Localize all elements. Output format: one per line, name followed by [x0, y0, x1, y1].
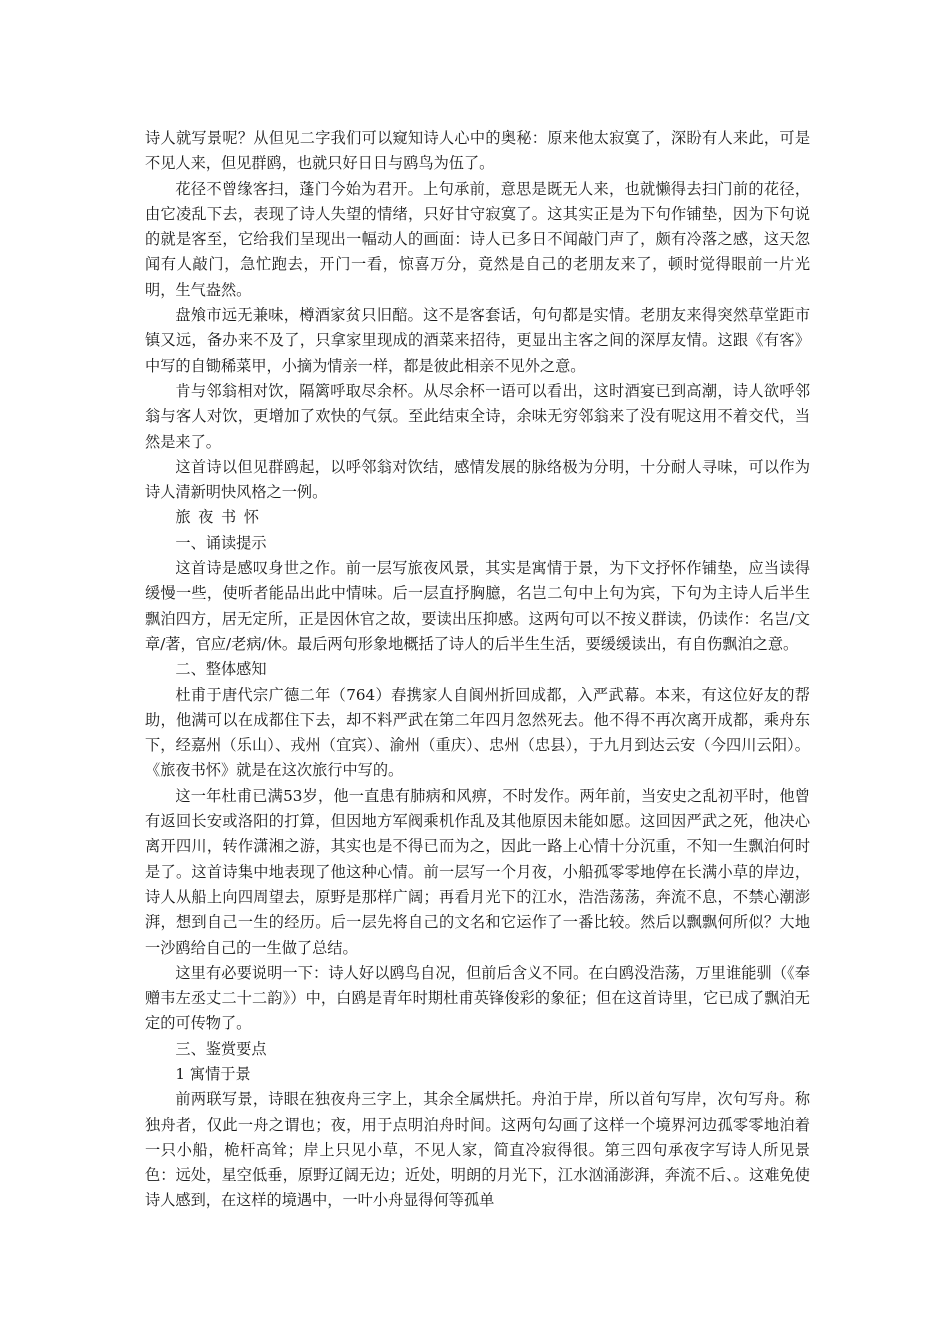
paragraph: 盘飧市远无兼味，樽酒家贫只旧醅。这不是客套话，句句都是实情。老朋友来得突然草堂距市镇又远，备办来不及了，只拿家里现成的酒菜来招待，更显出主客之间的深厚友情。这跟《有客》中写的自锄稀菜甲，小摘为情亲一样，都是彼此相亲不见外之意。 [145, 306, 810, 375]
poem-title: 旅夜书怀 [175, 508, 267, 527]
paragraph: 这首诗以但见群鸥起，以呼邻翁对饮结，感情发展的脉络极为分明，十分耐人寻味，可以作为诗人清新明快风格之一例。 [145, 457, 810, 502]
paragraph: 这首诗是感叹身世之作。前一层写旅夜风景，其实是寓情于景，为下文抒怀作铺垫，应当读得缓慢一些，使听者能品出此中情味。后一层直抒胸臆，名岂二句中上句为宾，下句为主诗人后半生飘泊四方，居无定所，正是因休官之故，要读出压抑感。这两句可以不按义群读，仍读作：名岂/文章/著，官应/老病/休。最后两句形象地概括了诗人的后半生生活，要缓缓读出，有自伤飘泊之意。 [145, 559, 810, 653]
paragraph: 这里有必要说明一下：诗人好以鸥鸟自况，但前后含义不同。在白鸥没浩荡，万里谁能驯（《奉赠韦左丞丈二十二韵》）中，白鸥是青年时期杜甫英锋俊彩的象征；但在这首诗里，它已成了飘泊无定的可传物了。 [145, 963, 810, 1033]
paragraph: 前两联写景，诗眼在独夜舟三字上，其余全属烘托。舟泊于岸，所以首句写岸，次句写舟。称独舟者，仅此一舟之谓也；夜，用于点明泊舟时间。这两句勾画了这样一个境界河边孤零零地泊着一只小船，桅杆高耸；岸上只见小草，不见人家，简直冷寂得很。第三四句承夜字写诗人所见景色：远处，星空低垂，原野辽阔无边；近处，明朗的月光下，江水汹涌澎湃，奔流不后、。这难免使诗人感到，在这样的境遇中，一叶小舟显得何等孤单 [145, 1090, 810, 1210]
section-heading: 一、诵读提示 [175, 533, 267, 552]
paragraph: 杜甫于唐代宗广德二年（764）春携家人自阆州折回成都，入严武幕。本来，有这位好友的帮助，他满可以在成都住下去，却不料严武在第二年四月忽然死去。他不得不再次离开成都，乘舟东下，经嘉州（乐山）、戎州（宜宾）、渝州（重庆）、忠州（忠县），于九月到达云安（今四川云阳）。《旅夜书怀》就是在这次旅行中写的。 [145, 685, 810, 780]
paragraph: 肯与邻翁相对饮，隔篱呼取尽余杯。从尽余杯一语可以看出，这时酒宴已到高潮，诗人欲呼邻翁与客人对饮，更增加了欢快的气氛。至此结束全诗，余味无穷邻翁来了没有呢这用不着交代，当然是来了。 [145, 381, 810, 451]
paragraph: 花径不曾缘客扫，蓬门今始为君开。上句承前，意思是既无人来，也就懒得去扫门前的花径，由它凌乱下去，表现了诗人失望的情绪，只好甘守寂寞了。这其实正是为下句作铺垫，因为下句说的就是客至，它给我们呈现出一幅动人的画面：诗人已多日不闻敲门声了，颇有冷落之感，这天忽闻有人敲门，急忙跑去，开门一看，惊喜万分，竟然是自己的老朋友来了，顿时觉得眼前一片光明，生气盎然。 [145, 179, 810, 299]
section-heading: 三、鉴赏要点 [175, 1039, 267, 1058]
paragraph: 诗人就写景呢？从但见二字我们可以窥知诗人心中的奥秘：原来他太寂寞了，深盼有人来此，可是不见人来，但见群鸥，也就只好日日与鸥鸟为伍了。 [145, 129, 810, 173]
paragraph: 这一年杜甫已满53岁，他一直患有肺病和风痹，不时发作。两年前，当安史之乱初平时，他曾有返回长安或洛阳的打算，但因地方军阀乘机作乱及其他原因未能如愿。这回因严武之死，他决心离开四川，转作潇湘之游，其实也是不得已而为之，因此一路上心情十分沉重，不知一生飘泊何时是了。这首诗集中地表现了他这种心情。前一层写一个月夜，小船孤零零地停在长满小草的岸边，诗人从船上向四周望去，原野是那样广阔；再看月光下的江水，浩浩荡荡，奔流不息，不禁心潮澎湃，想到自己一生的经历。后一层先将自己的文名和它运作了一番比较。然后以飘飘何所似？大地一沙鸥给自己的一生做了总结。 [145, 786, 810, 957]
subsection-heading: 1 寓情于景 [175, 1064, 251, 1083]
section-heading: 二、整体感知 [175, 660, 267, 679]
document-body [145, 126, 810, 1214]
